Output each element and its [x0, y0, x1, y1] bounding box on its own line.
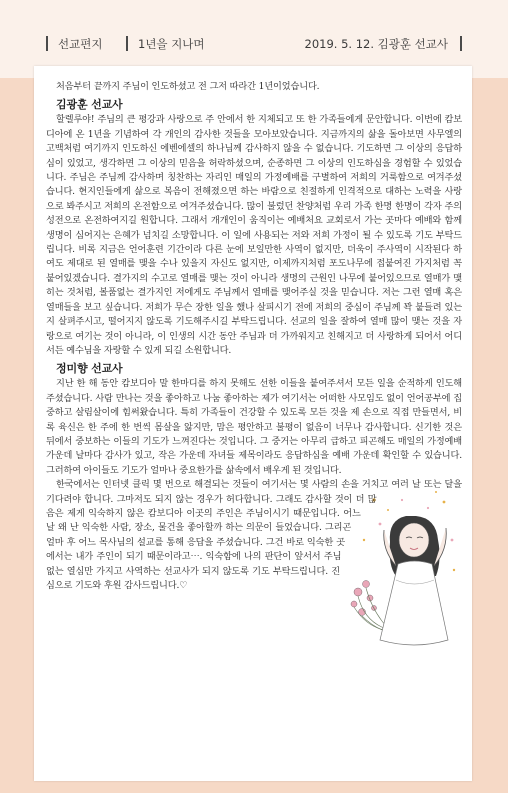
header-divider — [460, 36, 462, 51]
paragraph: 지난 한 해 동안 캄보디아 말 한마디를 하지 못해도 선한 이들을 붙여주셔서 모든 일을 순적하게 인도해 주셨습니다. 사람 만나는 것을 좋아하고 나눔 좋아하는 제가 여기서는 어떠한 사모임도 없이 언어공부에 집중하고 살림살이에 힘써왔습니다. 특히 가족들이 건강할 수 있도록 모든 것을 제 손으로 직접 만들면서, 비록 육신은 한 주에 한 번씩 몸살을 앓지만, 맘은 평안하고 불평이 없음이 너무나 감사합니다. 신기한 것은 뒤에서 중보하는 이들의 기도가 느껴진다는 것입니다. 그 중거는 아무리 급하고 피곤해도 매일의 가정예배 가운데 날마다 감사가 있고, 작은 가운데 자녀들 제목이라도 응답하심을 예배 가운데 확인할 수 있습니다. 그러하여 아이들도 기도가 얼마나 중요한가를 삶속에서 배우게 된 것입니다. — [46, 378, 462, 476]
page-title: 1년을 지나며 — [138, 37, 205, 51]
paragraph: 할렐루야! 주님의 큰 평강과 사랑으로 주 안에서 한 지체되고 또 한 가족들에게 문안합니다. 이번에 캄보디아에 온 1년을 기념하여 각 개인의 감사한 것들을 모아보았습니다. 지금까지의 삶을 돌아보면 사무엘의 고백처럼 여기까지 인도하신 에벤에셀의 하나님께 감사하지 않을 수 없습니다. 기도하면 그 이상의 응답하심이 있었고, 생각하면 그 이상의 믿음을 허락하셨으며, 순종하면 그 이상의 인도하심을 경험할 수 있었습니다. 주님은 주님께 감사하며 칭찬하는 자리인 매일의 가정예배를 구별하여 저희의 거룩함으로 여겨주셨습니다. 현지인들에게 삶으로 복음이 전해졌으면 하는 바람으로 친절하게 인격적으로 대하는 노력을 사랑으로 봐주시고 저희의 온전함으로 여겨주셨습니다. 많이 불렀던 찬양처럼 우리 가족 한명 한명이 각자 주의 성전으로 온전하여지길 원합니다. 그래서 개개인이 움직이는 예배처요 교회로서 가는 곳마다 예배와 함께 생명이 심어지는 은혜가 넘치길 소망합니다. 이 일에 사용되는 저와 저희 가정이 될 수 있도록 기도 부탁드립니다. 비록 지금은 언어훈련 기간이라 다른 눈에 보일만한 사역이 없지만, 더욱이 주사역이 시작된다 하여도 제대로 된 열매를 맺을 수나 있을지 자신도 없지만, 이제까지처럼 포도나무에 접붙여진 가지처럼 꼭 붙어있겠습니다. 결가지의 수고로 열매를 맺는 것이 아니라 생명의 근원인 나무에 붙어있으므로 열매가 맺히는 것처럼, 볼품없는 결가지인 저에게도 주님께서 열매를 맺어주실 것을 믿습니다. 저는 그런 열매 혹은 열매들을 보고 싶습니다. 저희가 무슨 장한 일을 했나 살피시기 전에 저희의 중심이 주님께 꽉 붙들려 있는지 살펴주시고, 떨어지지 않도록 기도해주시길 부탁드립니다. 선교의 일을 잘하여 열매 많이 맺는 것을 자랑으로 여기는 것이 아니라, 이 인생의 시간 동안 주님과 더 가까워지고 친해지고 더 사랑하게 되어서 어디서든 예수님을 자랑할 수 있게 되길 소원합니다. — [46, 114, 462, 356]
paragraph: 한국에서는 인터넷 클릭 몇 번으로 해결되는 것들이 여기서는 몇 사람의 손을 거치고 여러 날 또는 달을 기다려야 합니다. 그마저도 되지 않는 경우가 허다합니다. 그래도 감사할 것이 더 많음은 제게 익숙하지 않은 캄보디아 이곳의 주인은 주님이시기 때문입니다. 어느 날 왜 난 익숙한 사람, 장소, 물건을 좋아할까 하는 의문이 들었습니다. 그리곤 얼마 후 어느 목사님의 설교를 통해 응답을 주셨습니다. 그건 바로 익숙한 곳에서는 내가 주인이 되기 때문이라고⋯. 익숙함에 나의 판단이 앞서서 주님 없는 열심만 가지고 사역하는 선교사가 되지 않도록 기도 부탁드립니다. 진심으로 기도와 후원 감사드립니다.♡ — [46, 479, 462, 591]
author-heading-2: 정미향 선교사 — [56, 362, 123, 376]
header-divider — [46, 36, 48, 51]
author-heading-1: 김광훈 선교사 — [56, 98, 123, 112]
date-byline: 2019. 5. 12. 김광훈 선교사 — [304, 37, 448, 51]
intro-text: 처음부터 끝까지 주님이 인도하셨고 전 그저 따라간 1년이었습니다. — [56, 81, 320, 92]
header-divider — [126, 36, 128, 51]
letter-body — [46, 80, 462, 650]
page-header — [46, 34, 462, 54]
section-label: 선교편지 — [58, 37, 103, 51]
